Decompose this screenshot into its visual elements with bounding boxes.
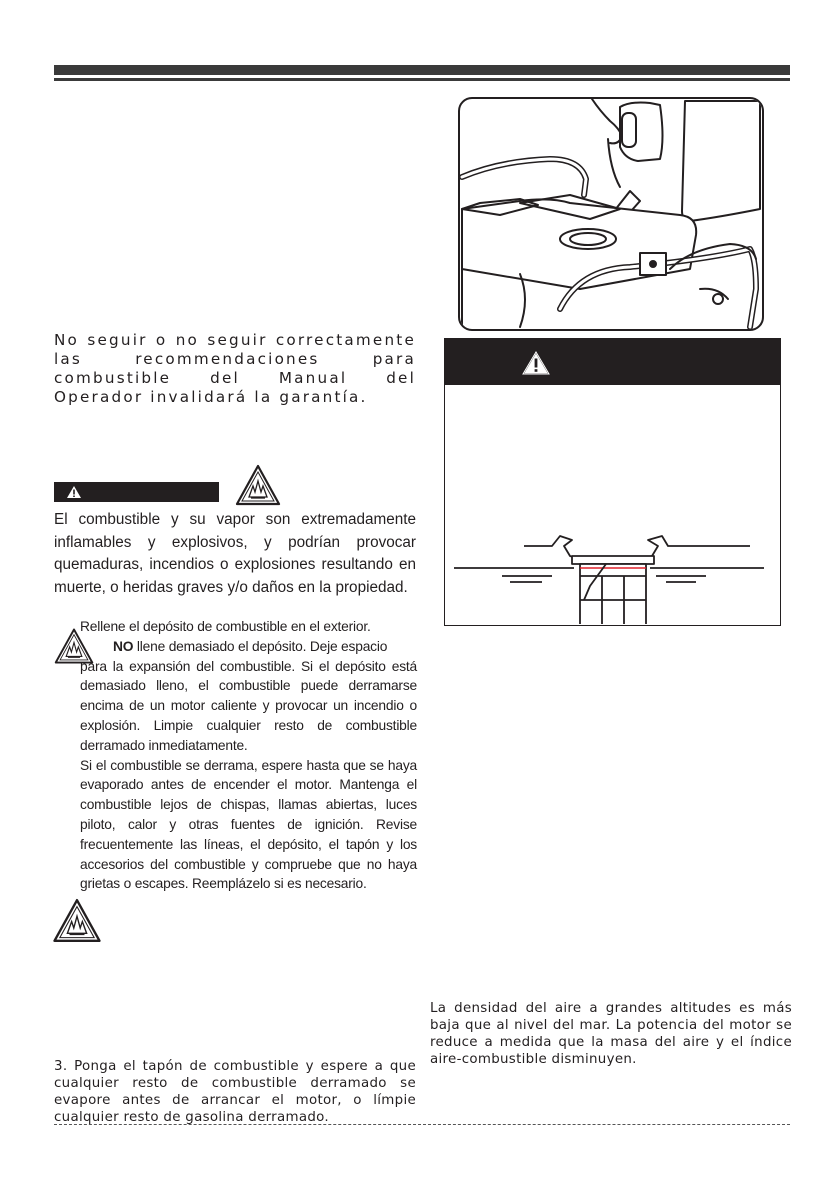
no-emphasis: NO [113, 638, 134, 654]
danger-header-bar [444, 338, 781, 385]
warning-triangle-icon [521, 350, 551, 376]
fuel-hazard-text: El combustible y su vapor son extremadamente inflamables y explosivos, y podrían provocar quemaduras, incendios o explosiones resultando en muerte, o heridas graves y/o daños en la propiedad. [54, 511, 416, 596]
header-rule-thin [54, 78, 790, 81]
refuel-no-line [80, 637, 417, 657]
refuel-spill: Si el combustible se derrama, espere hasta que se haya evaporado antes de encender el motor. Mantenga el combustible lejos de chispas, llamas abiertas, luces piloto, calor y otras fuentes de ignición. Revise frecuentemente las líneas, el depósito, el tapón y los accesorios del combustible y compruebe que no haya grietas o escapes. Reemplázelo si es necesario. [80, 757, 417, 892]
warning-triangle-icon [66, 485, 82, 499]
refuel-instructions [80, 617, 417, 894]
fire-hazard-icon [235, 464, 281, 506]
altitude-text: La densidad del aire a grandes altitudes es más baja que al nivel del mar. La potencia del motor se reduce a medida que la masa del aire y el índice aire-combustible disminuyen. [430, 1001, 792, 1067]
refuel-body: para la expansión del combustible. Si el depósito está demasiado lleno, el combustible puede derramarse encima de un motor caliente y provocar un incendio o explosión. Limpie cualquier resto de combustible derramado inmediatamente. [80, 658, 417, 753]
refuel-no-rest: llene demasiado el depósito. Deje espacio [133, 638, 388, 654]
warning-label-bar [54, 482, 219, 502]
warranty-notice: No seguir o no seguir correctamente las recommendaciones para combustible del Manual del Operador invalidará la garantía. [54, 331, 416, 406]
refuel-intro: Rellene el depósito de combustible en el exterior. [80, 619, 371, 634]
fuel-level-diagram [444, 520, 781, 624]
footer-rule [54, 1124, 790, 1125]
refueling-drawing [460, 99, 762, 329]
header-rule-thick [54, 65, 790, 75]
step-3-text: 3. Ponga el tapón de combustible y espere a que cualquier resto de combustible derramado se evapore antes de arrancar el motor, o límpie cualquier resto de gasolina derramado. [54, 1059, 416, 1125]
fire-hazard-icon [52, 898, 102, 943]
refueling-illustration [458, 97, 764, 331]
